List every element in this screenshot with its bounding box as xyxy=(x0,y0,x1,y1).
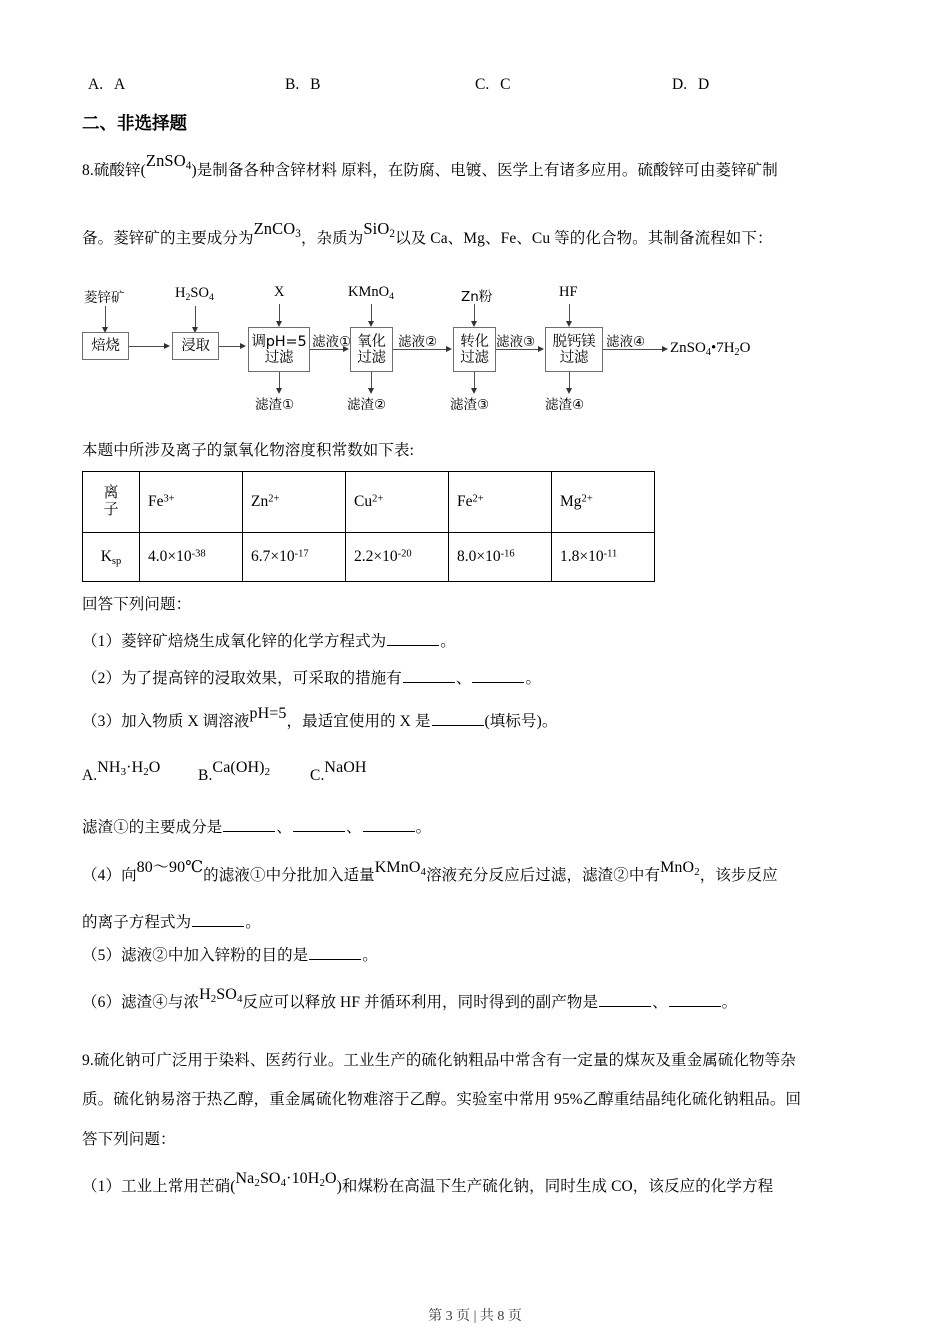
answer-blank[interactable] xyxy=(363,818,415,832)
table-cell-ion-fe3: $Fe^{3+}$ xyxy=(140,472,243,533)
q8-item-5-num: （5） xyxy=(82,947,122,964)
q8-residue1-text: 滤渣①的主要成分是 xyxy=(82,819,223,836)
formula-na2so4-10h2o: $Na_2SO_4\cdot 10H_2O$ xyxy=(235,1170,337,1190)
flow-arrowhead-2 xyxy=(240,343,246,349)
q8-intro-d: ，杂质为 xyxy=(300,230,364,247)
flow-input-zn-powder: Zn粉 xyxy=(461,289,493,305)
answer-blank[interactable] xyxy=(403,669,455,683)
table-cell-ion-mg2: $Mg^{2+}$ xyxy=(552,472,655,533)
choice-letter-a: A. xyxy=(88,76,104,93)
q8-intro-e: 以及 Ca、Mg、Fe、Cu 等的化合物。其制备流程如下： xyxy=(395,230,773,247)
q9-line-3: 答下列问题： xyxy=(82,1131,176,1148)
q8-intro-prefix: 8.硫酸锌( xyxy=(82,162,146,179)
q8-item-4-c: 溶液充分反应后过滤，滤渣②中有 xyxy=(426,867,661,884)
q8-item-6-a: 滤渣④与浓 xyxy=(121,994,200,1011)
flow-product-znso4-7h2o: $ZnSO_4•7H_2O$ xyxy=(670,340,751,358)
flow-box-beishao-line1: 焙烧 xyxy=(91,338,120,354)
ksp-table xyxy=(82,471,655,582)
flow-filtrate-3: 滤液③ xyxy=(496,334,536,350)
flow-input-hf: HF xyxy=(559,284,578,300)
flow-box-zhuanhua-line2: 过滤 xyxy=(460,349,489,366)
q8-intro-c: 备。菱锌矿的主要成分为 xyxy=(82,230,254,247)
choice-option-c[interactable] xyxy=(475,76,510,94)
section-heading: 二、非选择题 xyxy=(82,114,187,134)
q8-item-1-tail: 。 xyxy=(440,633,456,650)
q8-item-4-a: 向 xyxy=(121,867,137,884)
q8-intro-line-1 xyxy=(82,151,778,185)
q8-item-6-num: （6） xyxy=(82,994,122,1011)
table-header-ksp: $K_{sp}$ xyxy=(83,533,140,582)
answer-blank[interactable] xyxy=(192,913,244,927)
flow-arrowhead-6 xyxy=(662,346,668,352)
q8-item-4-line2-tail: 。 xyxy=(245,914,261,931)
answer-blank[interactable] xyxy=(309,946,361,960)
flow-box-tuogaimei-line2: 过滤 xyxy=(559,349,589,366)
q8-item-4-num: （4） xyxy=(82,867,122,884)
q8-item-3 xyxy=(82,705,558,732)
q8-item-1 xyxy=(82,632,456,652)
formula-kmno4: KMnO$_4$ xyxy=(374,859,427,879)
answer-blank[interactable] xyxy=(293,818,345,832)
table-cell-ksp-fe3: $4.0\times 10^{-38}$ xyxy=(140,533,243,582)
formula-mno2: MnO$_2$ xyxy=(660,859,700,879)
q9-item-1-b: )和煤粉在高温下生产硫化钠，同时生成 CO，该反应的化学方程 xyxy=(336,1178,774,1195)
q8-intro-rest: )是制备各种含锌材料 原料，在防腐、电镀、医学上有诸多应用。硫酸锌可由菱锌矿制 xyxy=(191,162,778,179)
q9-item-1-num: （1） xyxy=(82,1178,122,1195)
answer-blank[interactable] xyxy=(472,669,524,683)
choice-option-a[interactable] xyxy=(88,76,125,94)
q8-item-3-num: （3） xyxy=(82,713,122,730)
answer-blank[interactable] xyxy=(669,993,721,1007)
q8-item-3-option-a[interactable] xyxy=(82,759,161,790)
option-letter-b: B. xyxy=(198,767,213,784)
flow-box-jinqu[interactable] xyxy=(172,332,219,360)
q8-residue1-line: 滤渣①的主要成分是 、 、 。 xyxy=(82,819,432,836)
table-header-ion xyxy=(83,472,140,533)
flow-arrow-line-in-1 xyxy=(105,306,106,329)
formula-temp-range: 80～90℃ xyxy=(136,859,204,876)
q8-item-4-line-1 xyxy=(82,859,778,890)
q8-item-1-num: （1） xyxy=(82,633,122,650)
flow-residue-3: 滤渣③ xyxy=(450,397,490,413)
choice-text-b: B xyxy=(310,76,321,93)
q9-line-2: 质。硫化钠易溶于热乙醇，重金属硫化物难溶于乙醇。实验室中常用 95%乙醇重结晶纯化硫化钠粗品。回 xyxy=(82,1091,802,1108)
flow-filtrate-4: 滤液④ xyxy=(606,334,646,350)
flow-arrowhead-4 xyxy=(446,346,452,352)
table-cell-ion-cu2: $Cu^{2+}$ xyxy=(346,472,449,533)
table-row-ksp-values xyxy=(83,533,655,582)
option-letter-c: C. xyxy=(310,767,325,784)
flow-box-tiaoph-line1: 调pH=5 xyxy=(251,333,307,350)
q8-item-4-d: ，该步反应 xyxy=(699,867,778,884)
table-cell-ion-fe2: $Fe^{2+}$ xyxy=(449,472,552,533)
choice-letter-c: C. xyxy=(475,76,490,93)
answer-blank[interactable] xyxy=(599,993,651,1007)
page-footer: 第 3 页 | 共 8 页 xyxy=(428,1309,522,1324)
formula-naoh: NaOH xyxy=(324,759,367,776)
answer-blank[interactable] xyxy=(223,818,275,832)
table-cell-ksp-zn2: $6.7\times 10^{-17}$ xyxy=(243,533,346,582)
choice-option-d[interactable] xyxy=(672,76,709,94)
q8-intro-line-2 xyxy=(82,219,773,253)
flow-arrowhead-5 xyxy=(538,346,544,352)
choice-text-a: A xyxy=(113,76,126,93)
flow-input-h2so4: $H_2SO_4$ xyxy=(175,285,214,303)
ksp-table-caption: 本题中所涉及离子的氯氧化物溶度积常数如下表: xyxy=(82,442,415,459)
q8-item-6-b: 反应可以释放 HF 并循环利用，同时得到的副产物是 xyxy=(242,994,599,1011)
q8-item-4-line-2 xyxy=(82,913,261,933)
q8-item-2-tail: 。 xyxy=(525,670,542,687)
flow-input-lingkuang: 菱锌矿 xyxy=(84,290,125,306)
flow-residue-4: 滤渣④ xyxy=(545,397,585,413)
q8-item-6: （6）滤渣④与浓$H_2SO_4$反应可以释放 HF 并循环利用，同时得到的副产物是 、 。 xyxy=(82,986,738,1011)
q8-item-4-b: 的滤液①中分批加入适量 xyxy=(203,867,375,884)
option-letter-a: A. xyxy=(82,767,98,784)
flow-filtrate-2: 滤液② xyxy=(398,334,438,350)
choice-letter-d: D. xyxy=(672,76,688,93)
choice-option-b[interactable] xyxy=(285,76,320,94)
table-row-ions xyxy=(83,472,655,533)
formula-ph5: pH=5 xyxy=(249,705,287,722)
q8-item-3-text-a: 加入物质 X 调溶液 xyxy=(121,713,250,730)
q8-item-5-text: 滤液②中加入锌粉的目的是 xyxy=(121,947,309,964)
answer-blank[interactable] xyxy=(432,712,484,726)
q8-item-4-line2-a: 的离子方程式为 xyxy=(82,914,192,931)
flow-box-zhuanhua[interactable] xyxy=(453,327,496,372)
preparation-flow-diagram xyxy=(82,276,782,413)
q8-item-2: （2）为了提高锌的浸取效果，可采取的措施有 、 。 xyxy=(82,670,542,687)
q8-item-3-text-b: ，最适宜使用的 X 是 xyxy=(286,713,431,730)
flow-box-beishao[interactable] xyxy=(82,332,129,360)
flow-box-yanghua-line2: 过滤 xyxy=(357,349,386,366)
table-cell-ion-zn2: $Zn^{2+}$ xyxy=(243,472,346,533)
flow-connector-1 xyxy=(129,346,165,347)
table-cell-ksp-fe2: $8.0\times 10^{-16}$ xyxy=(449,533,552,582)
flow-box-tiaoph-line2: 过滤 xyxy=(264,349,294,366)
q9-line-1: 9.硫化钠可广泛用于染料、医药行业。工业生产的硫化钠粗品中常含有一定量的煤灰及重金属硫化物等杂 xyxy=(82,1052,796,1069)
choice-letter-b: B. xyxy=(285,76,300,93)
flow-box-jinqu-line1: 浸取 xyxy=(181,338,210,354)
q8-item-5-tail: 。 xyxy=(362,947,378,964)
q8-item-3-option-b[interactable] xyxy=(198,759,271,790)
q8-item-6-tail: 。 xyxy=(721,994,738,1011)
q9-item-1 xyxy=(82,1170,774,1201)
choice-text-d: D xyxy=(697,76,710,93)
table-header-ion-text: 离 子 xyxy=(103,485,119,518)
formula-sio2: SiO$_2$ xyxy=(363,219,396,241)
q8-item-3-option-c[interactable] xyxy=(310,759,367,786)
flow-filtrate-1: 滤液① xyxy=(312,334,352,350)
q8-item-2-num: （2） xyxy=(82,670,122,687)
q8-residue1-tail: 。 xyxy=(415,819,432,836)
q8-item-3-tail: (填标号)。 xyxy=(484,713,558,730)
flow-box-tiaoph[interactable] xyxy=(248,327,310,372)
table-cell-ksp-mg2: $1.8\times 10^{-11}$ xyxy=(552,533,655,582)
flow-input-kmno4: KMnO$_4$ xyxy=(348,284,395,302)
flow-arrowhead-1 xyxy=(164,343,170,349)
formula-znco3: ZnCO$_3$ xyxy=(253,219,301,241)
flow-arrow-line-in-2 xyxy=(195,306,196,329)
formula-h2so4: $H_2SO_4$ xyxy=(199,986,243,1006)
flow-input-x: X xyxy=(274,284,285,300)
formula-nh3-h2o: $NH_3\cdot H_2O$ xyxy=(97,759,161,779)
flow-residue-2: 滤渣② xyxy=(347,397,387,413)
flow-box-yanghua-line1: 氧化 xyxy=(357,333,386,350)
q8-item-2-text: 为了提高锌的浸取效果，可采取的措施有 xyxy=(121,670,402,687)
q8-item-5 xyxy=(82,946,378,966)
flow-connector-2 xyxy=(219,346,241,347)
flow-box-zhuanhua-line1: 转化 xyxy=(460,333,489,350)
choice-text-c: C xyxy=(500,76,511,93)
formula-caoh2: $Ca(OH)_2$ xyxy=(212,759,271,779)
flow-box-tuogaimei-line1: 脱钙镁 xyxy=(552,333,596,350)
answer-blank[interactable] xyxy=(387,632,439,646)
table-cell-ksp-cu2: $2.2\times 10^{-20}$ xyxy=(346,533,449,582)
flow-box-tuogaimei[interactable] xyxy=(545,327,603,372)
flow-residue-1: 滤渣① xyxy=(255,397,295,413)
formula-znso4: ZnSO$_4$ xyxy=(145,151,192,173)
q8-item-1-text: 菱锌矿焙烧生成氧化锌的化学方程式为 xyxy=(121,633,387,650)
q9-item-1-a: 工业上常用芒硝( xyxy=(121,1178,236,1195)
answer-prompt: 回答下列问题： xyxy=(82,596,192,613)
flow-box-yanghua[interactable] xyxy=(350,327,393,372)
